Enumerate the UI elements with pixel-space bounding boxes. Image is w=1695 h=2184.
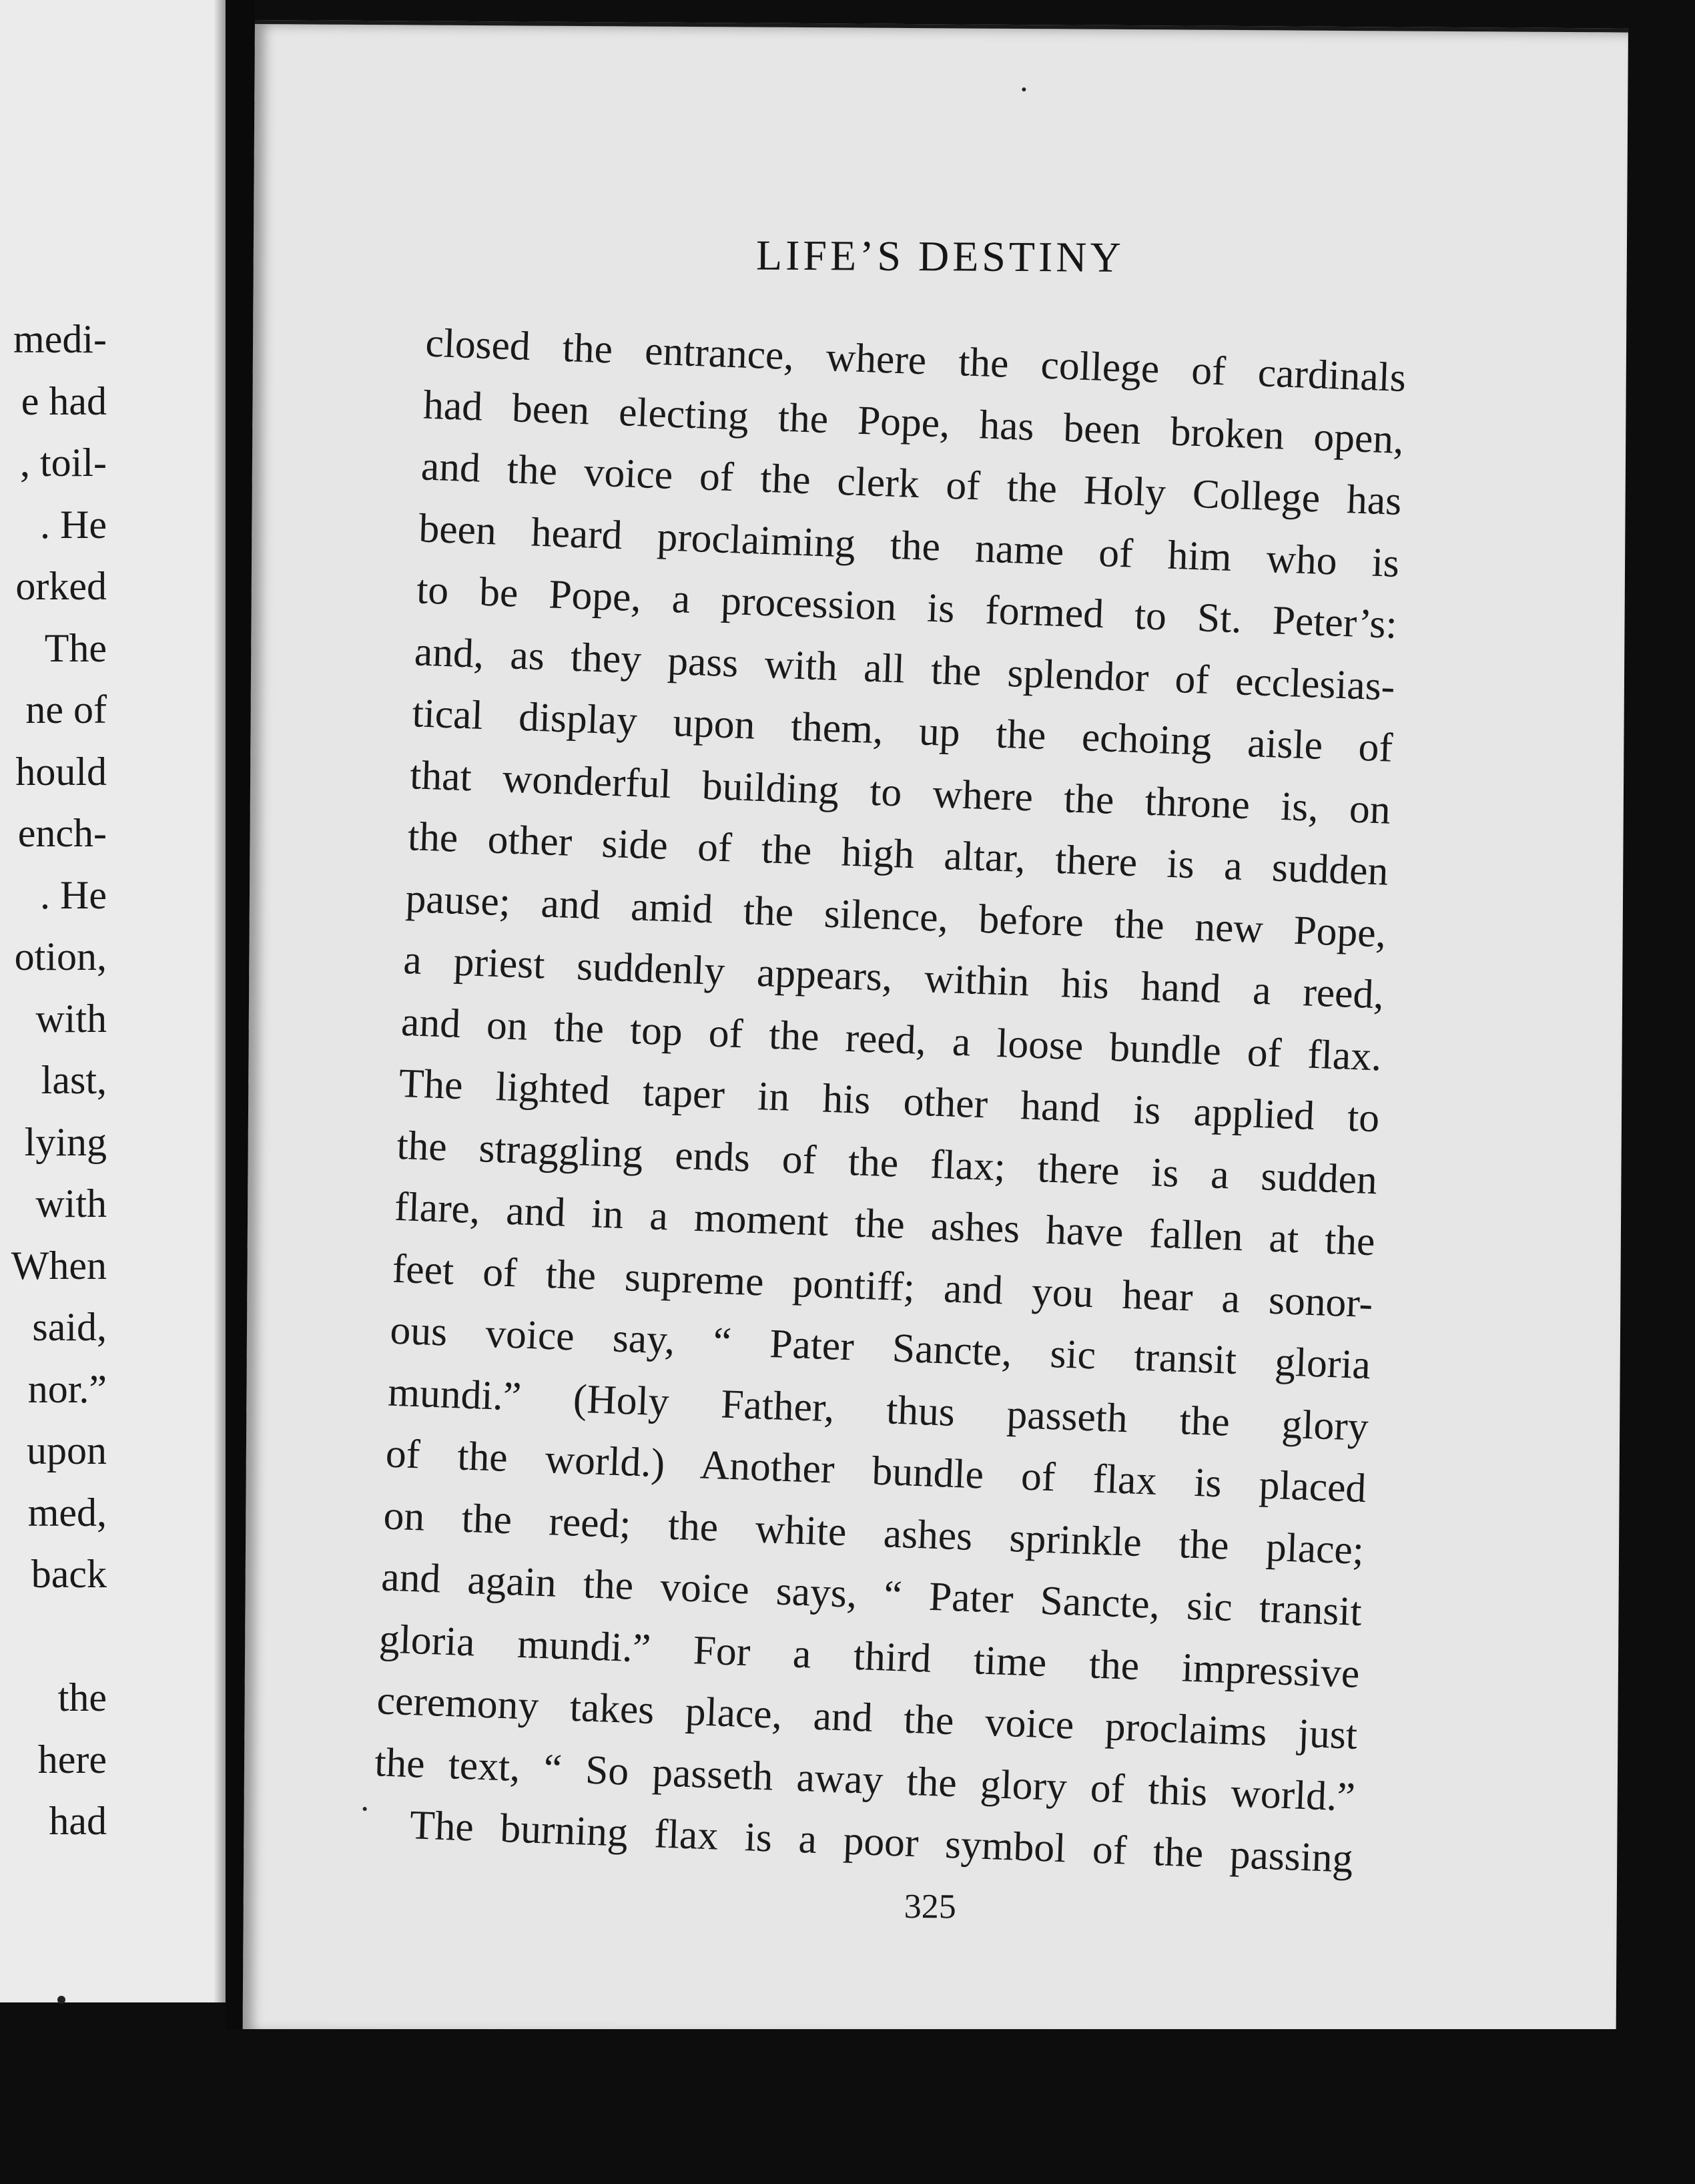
ink-speck <box>57 1996 65 2004</box>
left-page-text <box>11 308 107 1852</box>
left-page-line: the <box>57 1675 107 1719</box>
text-line: The burning flax is a poor symbol of the passing <box>409 1802 1354 1882</box>
scan-background <box>1628 0 1695 2184</box>
text-line: and the voice of the clerk of the Holy College has <box>420 443 1403 524</box>
left-page-line: here <box>37 1737 107 1782</box>
text-line: the text, “ So passeth away the glory of this world.” <box>374 1739 1356 1820</box>
left-page-line: When <box>11 1243 107 1288</box>
left-page-line: nor.” <box>27 1366 107 1411</box>
text-line: and on the top of the reed, a loose bundle of flax. <box>400 999 1383 1079</box>
left-facing-page <box>0 0 226 2002</box>
left-page-line: e had <box>21 378 107 423</box>
text-line: feet of the supreme pontiff; and you hear a sonor- <box>391 1246 1374 1326</box>
text-line: the straggling ends of the flax; there is a sudden <box>396 1122 1378 1203</box>
left-page-line: otion, <box>14 934 107 979</box>
text-line: had been electing the Pope, has been broken open, <box>422 382 1405 463</box>
page-shadow <box>214 0 226 2002</box>
left-page-line: with <box>35 1181 107 1225</box>
running-head: LIFE’S DESTINY <box>755 231 1124 281</box>
left-page-line: hould <box>15 749 107 794</box>
left-page-line: medi- <box>13 317 107 361</box>
text-line: been heard proclaiming the name of him who is <box>418 505 1401 586</box>
page-number: 325 <box>904 1887 956 1926</box>
text-line: and, as they pass with all the splendor of ecclesias- <box>413 628 1396 710</box>
text-line: the other side of the high altar, there is a sudden <box>406 814 1389 894</box>
left-page-line: back <box>31 1552 107 1596</box>
text-line: and again the voice says, “ Pater Sancte, sic transit <box>380 1554 1363 1635</box>
left-page-line: . He <box>40 502 107 547</box>
ink-speck <box>1022 87 1026 91</box>
text-line: flare, and in a moment the ashes have fallen at the <box>394 1183 1376 1265</box>
left-page-line: . He <box>40 872 107 917</box>
text-line: The lighted taper in his other hand is applied to <box>398 1060 1381 1141</box>
left-page-line: with <box>35 996 107 1041</box>
left-page-line: The <box>44 625 107 670</box>
body-text <box>372 312 1407 1890</box>
text-line: ceremony takes place, and the voice proclaims just <box>376 1677 1359 1758</box>
left-page-line: last, <box>41 1058 107 1102</box>
text-line: on the reed; the white ashes sprinkle the place; <box>382 1492 1365 1573</box>
left-page-line: orked <box>15 564 107 608</box>
left-page-line <box>11 1605 107 1667</box>
ink-speck <box>363 1807 367 1811</box>
left-page-line: med, <box>27 1490 107 1535</box>
left-page-line: lying <box>24 1119 107 1164</box>
text-line: of the world.) Another bundle of flax is placed <box>384 1430 1367 1512</box>
text-line: to be Pope, a procession is formed to St. Peter’s: <box>416 567 1398 647</box>
text-line: mundi.” (Holy Father, thus passeth the glory <box>387 1369 1369 1450</box>
left-page-line: ne of <box>25 688 107 732</box>
scan-background <box>0 2029 1695 2184</box>
text-line: pause; and amid the silence, before the new Pope, <box>404 875 1387 957</box>
left-page-line: ench- <box>17 811 107 855</box>
left-page-line: upon <box>27 1428 107 1472</box>
left-page-line: said, <box>32 1305 107 1349</box>
text-line: closed the entrance, where the college of cardinals <box>424 320 1407 401</box>
text-line: that wonderful building to where the throne is, on <box>409 752 1391 833</box>
text-line: a priest suddenly appears, within his hand a reed, <box>402 936 1385 1018</box>
text-line: gloria mundi.” For a third time the impressive <box>378 1615 1361 1697</box>
right-page <box>243 20 1628 2042</box>
left-page-line: had <box>49 1799 107 1843</box>
text-line: ous voice say, “ Pater Sancte, sic transit gloria <box>389 1307 1372 1388</box>
left-page-line: , toil- <box>20 441 107 485</box>
text-line: tical display upon them, up the echoing aisle of <box>411 690 1394 771</box>
